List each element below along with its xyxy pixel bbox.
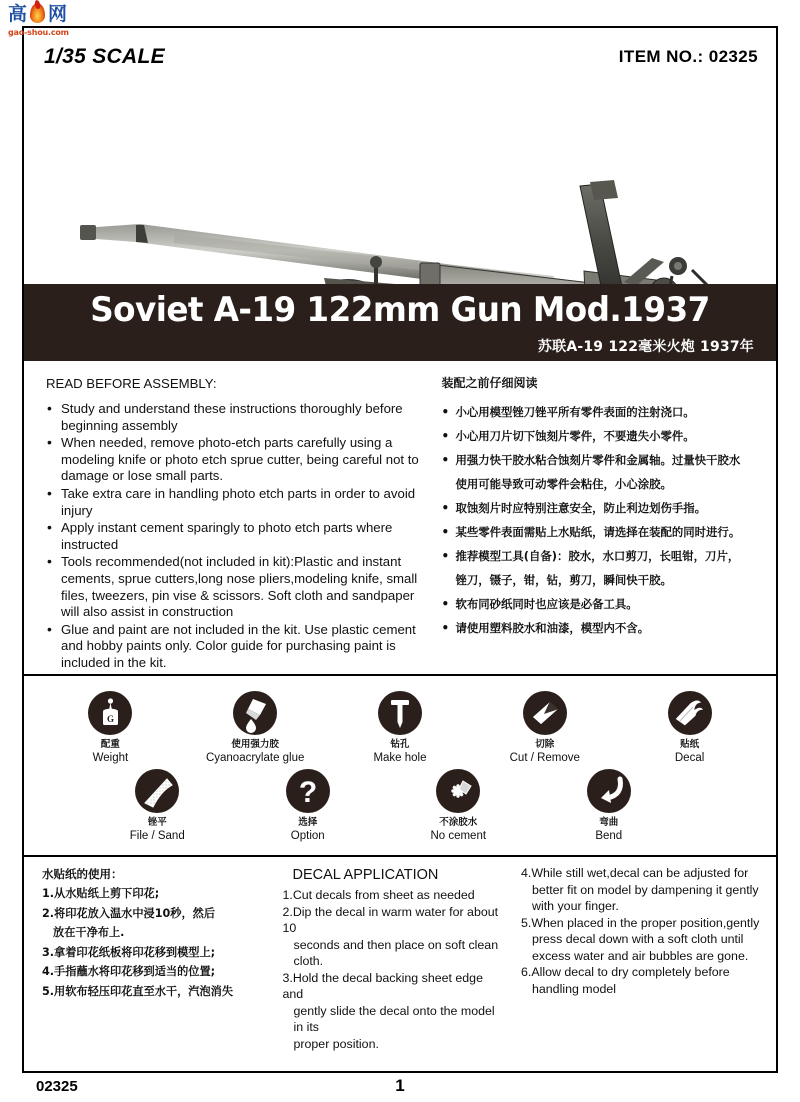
list-item: • Glue and paint are not included in the kit. Use plastic cement and hobby paints only. Color guide for purchasing paint is included in the kit. bbox=[46, 622, 425, 672]
read-before-assembly-heading-chinese: 装配之前仔细阅读 bbox=[441, 376, 538, 390]
list-item bbox=[42, 904, 265, 943]
list-item-line: 小心用刀片切下蚀刻片零件，不要遗失小零件。 bbox=[455, 429, 695, 443]
sheet-header bbox=[24, 28, 776, 86]
symbol-label-cn: 配重 bbox=[100, 738, 120, 750]
cut-remove-icon bbox=[523, 691, 567, 735]
list-item-line: 软布同砂纸同时也应该是必备工具。 bbox=[455, 597, 638, 611]
symbol-label-en: Make hole bbox=[373, 751, 427, 764]
symbol-label-en: Weight bbox=[92, 751, 129, 764]
symbol-label-en: Option bbox=[290, 829, 325, 842]
symbol-cut-remove bbox=[481, 691, 609, 765]
title-band bbox=[24, 284, 776, 361]
footer-item-code: 02325 bbox=[36, 1077, 78, 1095]
list-item-line: 某些零件表面需贴上水贴纸，请选择在装配的同时进行。 bbox=[455, 525, 741, 539]
instructions-chinese-column bbox=[429, 374, 768, 674]
list-item-line: 小心用模型锉刀锉平所有零件表面的注射浇口。 bbox=[455, 405, 695, 419]
symbol-cyanoacrylate-glue bbox=[191, 691, 319, 765]
list-item: • Take extra care in handling photo etch parts in order to avoid injury bbox=[46, 486, 425, 519]
symbol-no-cement bbox=[394, 769, 522, 843]
list-item bbox=[42, 982, 265, 1002]
list-item-line-3: excess water and air bubbles are gone. bbox=[532, 948, 749, 963]
decal-steps-english-1 bbox=[283, 887, 506, 1052]
symbol-file-sand bbox=[93, 769, 221, 843]
instructions-english-column bbox=[32, 374, 429, 674]
list-item-line: 请使用塑料胶水和油漆，模型内不含。 bbox=[455, 621, 650, 635]
list-item-line: 5.用软布轻压印花直至水干，汽泡消失 bbox=[42, 984, 234, 998]
sheet-footer bbox=[22, 1073, 778, 1099]
list-item: • When needed, remove photo-etch parts carefully using a modeling knife or photo etch sprue cutter, being careful not to damage or lose small parts. bbox=[46, 435, 425, 485]
list-item bbox=[283, 887, 506, 904]
list-item bbox=[42, 962, 265, 982]
symbol-label-en: Decal bbox=[674, 751, 705, 764]
list-item: • Study and understand these instructions thoroughly before beginning assembly bbox=[46, 401, 425, 434]
list-item-line: 4.手指蘸水将印花移到适当的位置; bbox=[42, 965, 216, 978]
list-item-line-2: handling model bbox=[532, 981, 617, 996]
no-cement-icon bbox=[436, 769, 480, 813]
symbol-make-hole bbox=[336, 691, 464, 765]
decal-title-chinese: 水贴纸的使用： bbox=[42, 867, 123, 881]
symbol-label-cn: 不涂胶水 bbox=[439, 816, 478, 828]
item-number-label: ITEM NO.: 02325 bbox=[618, 47, 758, 66]
list-item bbox=[521, 964, 764, 997]
page-number: 1 bbox=[395, 1076, 405, 1095]
svg-text:G: G bbox=[107, 713, 115, 724]
weight-bottle-icon bbox=[88, 691, 132, 735]
decal-steps-chinese bbox=[42, 884, 265, 1001]
instruction-sheet-frame bbox=[22, 26, 778, 1073]
list-item-line: 用强力快干胶水粘合蚀刻片零件和金属轴。过量快干胶水 bbox=[455, 453, 741, 467]
list-item-line: 3.Hold the decal backing sheet edge and bbox=[282, 970, 483, 1001]
symbol-label-en: No cement bbox=[430, 829, 487, 842]
list-item bbox=[441, 520, 768, 544]
english-bullet-list bbox=[46, 401, 425, 672]
symbol-option bbox=[244, 769, 372, 843]
list-item-line-3: with your finger. bbox=[532, 899, 619, 913]
list-item bbox=[283, 970, 506, 1053]
symbol-weight bbox=[46, 691, 174, 765]
decal-chinese-column bbox=[30, 865, 271, 1067]
symbol-label-cn: 切除 bbox=[535, 738, 555, 750]
list-item-line: 6.Allow decal to dry completely before bbox=[521, 965, 730, 979]
flame-icon bbox=[28, 2, 47, 26]
symbol-label-en: Bend bbox=[595, 829, 623, 842]
symbol-label-en: File / Sand bbox=[129, 829, 185, 842]
question-mark-icon bbox=[286, 769, 330, 813]
list-item-line: 4.While still wet,decal can be adjusted for bbox=[521, 866, 749, 880]
decal-application-section bbox=[24, 857, 776, 1071]
list-item bbox=[441, 616, 768, 640]
list-item-line: 5.When placed in the proper position,gently bbox=[521, 915, 760, 930]
list-item: • Apply instant cement sparingly to photo etch parts where instructed bbox=[46, 520, 425, 553]
artillery-gun-illustration bbox=[24, 86, 776, 284]
list-item bbox=[42, 943, 265, 963]
list-item-line-2: 使用可能导致可动零件会粘住，小心涂胶。 bbox=[455, 477, 672, 491]
symbol-legend-section bbox=[24, 676, 776, 857]
symbol-label-cn: 锉平 bbox=[147, 816, 167, 828]
list-item-line: 取蚀刻片时应特别注意安全，防止利边划伤手指。 bbox=[455, 501, 707, 515]
list-item-line: 推荐模型工具(自备)：胶水，水口剪刀，长咀钳，刀片， bbox=[455, 549, 740, 563]
watermark-logo bbox=[8, 2, 70, 27]
decal-sheet-icon bbox=[668, 691, 712, 735]
decal-application-title: DECAL APPLICATION bbox=[292, 867, 439, 883]
list-item-line-2: 锉刀，镊子，钳，钻，剪刀，瞬间快干胶。 bbox=[455, 573, 672, 587]
symbol-row-1 bbox=[24, 691, 776, 765]
watermark-char-2: 网 bbox=[48, 3, 68, 25]
list-item-line: 2.将印花放入温水中浸10秒，然后 bbox=[42, 906, 216, 920]
svg-text:?: ? bbox=[298, 775, 317, 809]
symbol-bend bbox=[545, 769, 673, 843]
list-item-line: 2.Dip the decal in warm water for about 10 bbox=[282, 904, 499, 935]
watermark-url: gao-shou.com bbox=[8, 28, 69, 37]
list-item bbox=[441, 544, 768, 592]
symbol-label-cn: 使用强力胶 bbox=[231, 738, 279, 750]
watermark-char-1: 高 bbox=[8, 3, 28, 25]
list-item-line-2: seconds and then place on soft clean cloth. bbox=[293, 937, 499, 968]
list-item-line-2: 放在干净布上. bbox=[53, 926, 125, 939]
list-item-line: 1.Cut decals from sheet as needed bbox=[282, 888, 475, 902]
drill-bit-icon bbox=[378, 691, 422, 735]
symbol-label-cn: 选择 bbox=[298, 816, 318, 828]
list-item: • Tools recommended(not included in kit):Plastic and instant cements, sprue cutters,long nose pliers,modeling knife, small files, tweezers, pin vise & scissors. Soft cloth and sandpaper will also assist in construction bbox=[46, 554, 425, 620]
page-title: Soviet A-19 122mm Gun Mod.1937 bbox=[90, 290, 710, 330]
file-sand-icon bbox=[135, 769, 179, 813]
list-item-line-2: gently slide the decal onto the model in its bbox=[293, 1003, 495, 1034]
list-item bbox=[441, 424, 768, 448]
glue-drop-icon bbox=[233, 691, 277, 735]
symbol-decal bbox=[626, 691, 754, 765]
list-item-line-2: better fit on model by dampening it gently bbox=[532, 882, 759, 897]
list-item-line: 1.从水贴纸上剪下印花; bbox=[42, 887, 160, 900]
symbol-row-2 bbox=[24, 769, 776, 843]
list-item bbox=[521, 915, 764, 965]
decal-english-column-left bbox=[271, 865, 512, 1067]
chinese-bullet-list bbox=[441, 400, 768, 640]
read-before-assembly-heading: READ BEFORE ASSEMBLY: bbox=[46, 376, 217, 391]
symbol-label-cn: 钻孔 bbox=[390, 738, 410, 750]
bend-arrow-icon bbox=[587, 769, 631, 813]
list-item bbox=[521, 865, 764, 915]
decal-steps-english-2 bbox=[521, 865, 764, 997]
symbol-label-cn: 弯曲 bbox=[599, 816, 619, 828]
scale-label: 1/35 SCALE bbox=[44, 45, 165, 68]
assembly-instructions-section bbox=[24, 361, 776, 676]
symbol-label-cn: 贴纸 bbox=[680, 738, 700, 750]
list-item bbox=[441, 496, 768, 520]
list-item-line-2: press decal down with a soft cloth until bbox=[532, 932, 744, 946]
list-item-line-3: proper position. bbox=[293, 1036, 379, 1051]
decal-english-column-right bbox=[511, 865, 770, 1067]
site-watermark bbox=[8, 2, 70, 38]
product-photo bbox=[24, 86, 776, 284]
list-item bbox=[441, 400, 768, 424]
list-item bbox=[441, 448, 768, 496]
symbol-label-en: Cyanoacrylate glue bbox=[205, 751, 305, 764]
list-item bbox=[441, 592, 768, 616]
list-item bbox=[283, 904, 506, 970]
page-title-chinese: 苏联A-19 122毫米火炮 1937年 bbox=[537, 339, 754, 355]
symbol-label-en: Cut / Remove bbox=[509, 751, 580, 764]
list-item-line: 3.拿着印花纸板将印花移到模型上; bbox=[42, 945, 216, 959]
list-item bbox=[42, 884, 265, 904]
